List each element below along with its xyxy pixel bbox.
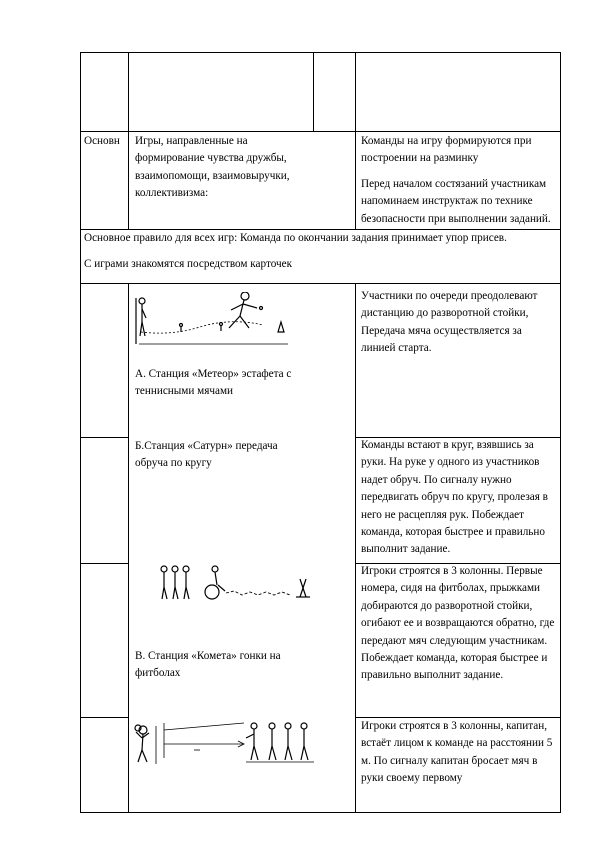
row-border [80,563,128,564]
captain-ball-pass-figure [134,720,316,766]
station-d-description: Игроки строятся в 3 колонны, капитан, встаёт лицом к команде на расстоянии 5 м. По сигналу капитан бросает мяч в руки своему первому [361,720,553,785]
station-a-title: А. Станция «Метеор» эстафета с теннисными мячами [135,368,292,398]
col-border [313,52,314,131]
rule-cards: С играми знакомятся посредством карточек [84,258,293,271]
station-b-description: Команды встают в круг, взявшись за руки. На руке у одного из участников надет обруч. По сигналу нужно передвигать обруч по кругу, пролезая в него не расцепляя рук. Побеждает команда, которая быстрее и правильно выполнит задание. [361,439,548,556]
col-border [355,283,356,812]
note-teams-formed: Команды на игру формируются при построении на разминку [361,135,532,165]
main-notes [361,133,557,228]
note-safety-briefing: Перед началом состязаний участникам напоминаем инструктаж по технике безопасности при выполнении заданий. [361,177,551,225]
row-border [80,717,128,718]
station-a-description: Участники по очереди преодолевают дистанцию до разворотной стойки, Передача мяча осуществляется за линией старта. [361,290,538,355]
row-border [80,52,561,53]
relay-with-tennis-balls-figure [133,292,295,350]
section-label: Основн [84,135,120,147]
station-b-title: Б.Станция «Сатурн» передача обруча по кругу [135,440,278,470]
col-border [355,52,356,229]
col-border [128,52,129,229]
station-c-title: В. Станция «Комета» гонки на фитболах [135,650,281,680]
row-border [80,283,561,284]
col-border [128,283,129,812]
rule-main: Основное правило для всех игр: Команда по окончании задания принимает упор присев. [84,232,507,244]
station-c-description: Игроки строятся в 3 колонны. Первые номера, сидя на фитболах, прыжками добираются до разворотной стойки, огибают ее и возвращаются обратно, где передают мяч следующим участникам. Побеждает команда, которая быстрее и правильно выполнит задание. [361,565,555,682]
row-border [80,131,561,132]
rules-text [84,229,558,274]
games-description: Игры, направленные на формирование чувства дружбы, взаимопомощи, взаимовыручки, коллективизма: [135,135,290,200]
row-border [80,812,561,813]
row-border [80,437,128,438]
fitball-race-figure [160,565,315,603]
col-border [560,52,561,812]
col-border [80,52,81,812]
